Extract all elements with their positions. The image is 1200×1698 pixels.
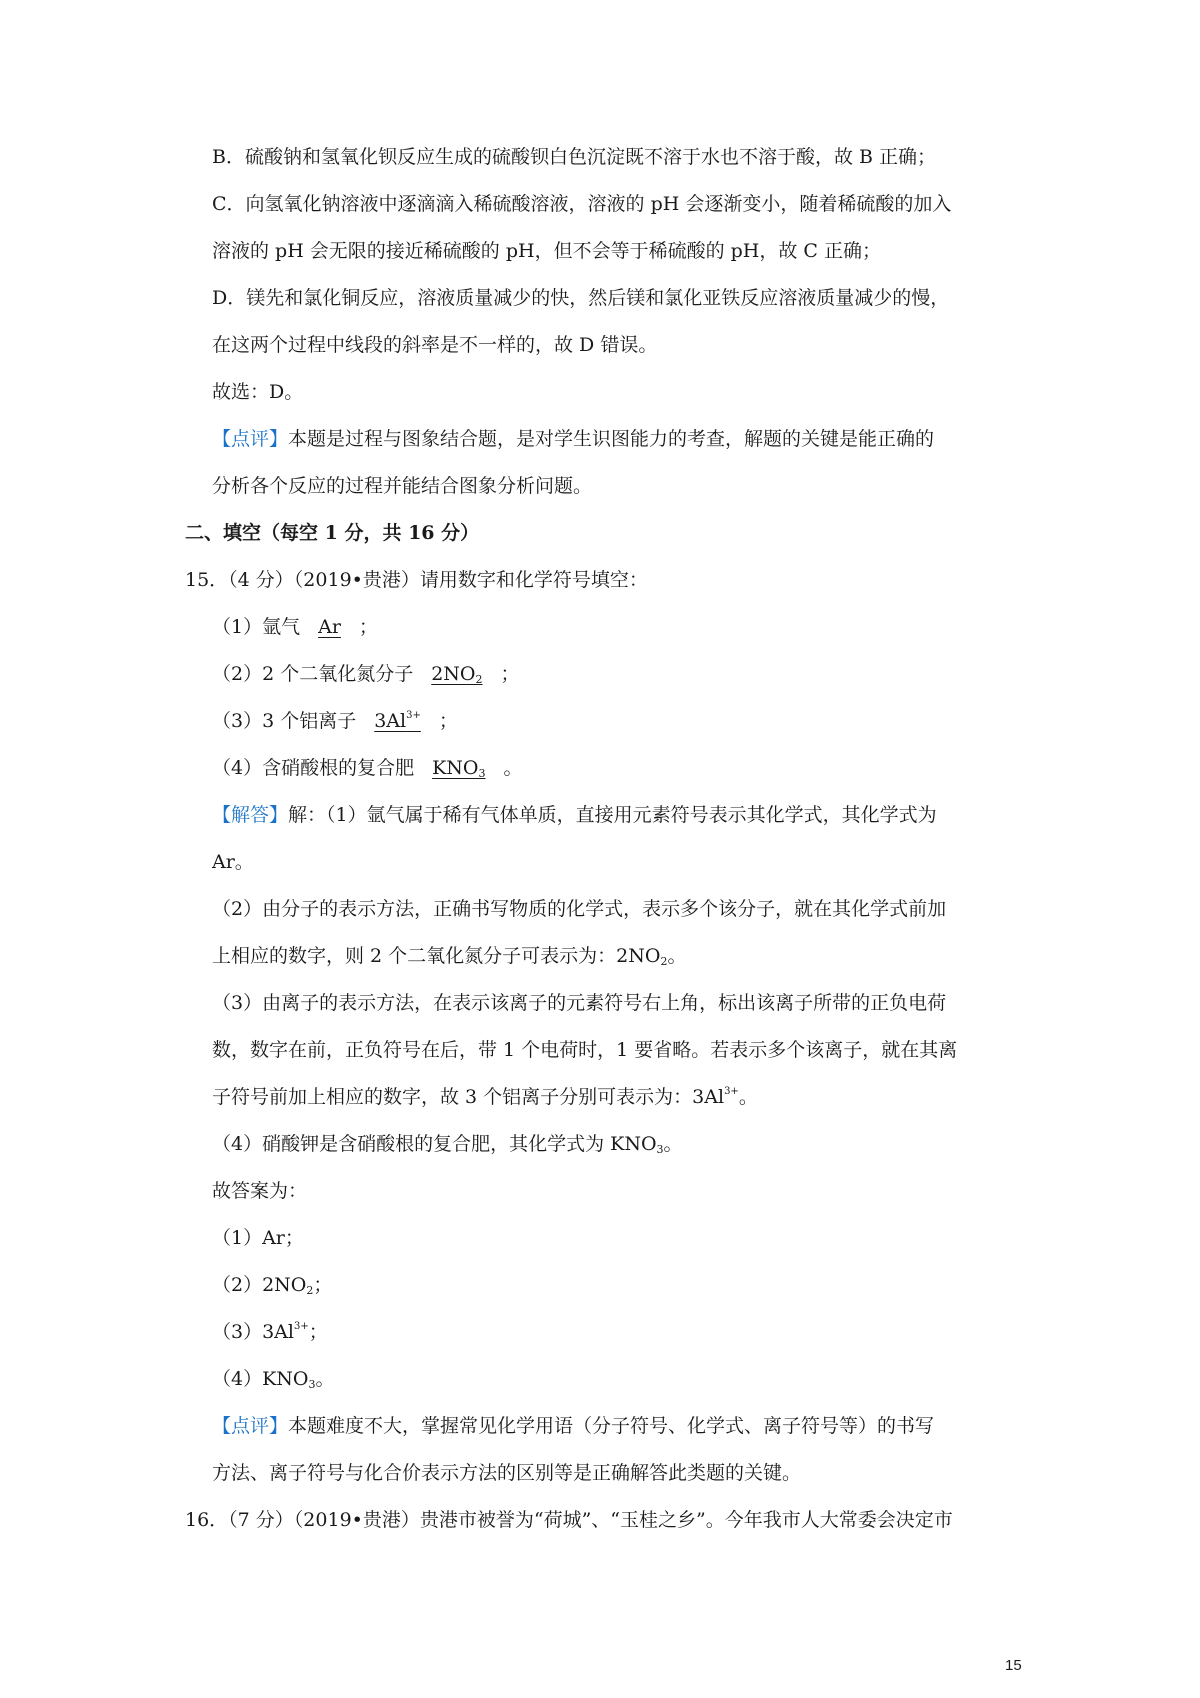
q15-item-3-answer-main: 3Al — [374, 710, 407, 732]
solution-line4 — [212, 942, 686, 970]
q15-item-3-end: ； — [438, 710, 458, 732]
final-answer-3-end: ； — [308, 1321, 328, 1343]
solution-line8-sub: 3 — [656, 1143, 664, 1156]
final-answer-4-sub: 3 — [308, 1378, 316, 1391]
final-answer-2-sub: 2 — [306, 1284, 314, 1297]
solution-line8 — [212, 1130, 683, 1158]
q15-item-1-label: （1）氩气 — [212, 616, 301, 638]
final-answer-2-end: ； — [313, 1274, 333, 1296]
q15-item-4-answer-main: KNO — [432, 757, 479, 779]
final-answer-label: 故答案为： — [212, 1180, 308, 1202]
q15-comment-tag: 【点评】 — [212, 1415, 289, 1437]
q15-item-2-label: （2）2 个二氧化氮分子 — [212, 663, 414, 685]
solution-line8-text: （4）硝酸钾是含硝酸根的复合肥，其化学式为 KNO — [212, 1133, 657, 1155]
section-title: 二、填空（每空 1 分，共 16 分） — [185, 522, 480, 544]
comment-line2: 分析各个反应的过程并能结合图象分析问题。 — [212, 475, 593, 497]
final-answer-2-main: （2）2NO — [212, 1274, 307, 1296]
q15-item-3 — [212, 707, 458, 735]
q15-item-4-answer-sub: 3 — [478, 767, 486, 780]
solution-line4-text: 上相应的数字，则 2 个二氧化氮分子可表示为：2NO — [212, 945, 661, 967]
solution-line7-sup: 3+ — [724, 1086, 739, 1097]
q15-item-1-end: ； — [358, 616, 378, 638]
solution-line7 — [212, 1083, 758, 1111]
solution-line7-end: 。 — [738, 1086, 758, 1108]
question-16-stem: 16．（7 分）（2019•贵港）贵港市被誉为“荷城”、“玉桂之乡”。今年我市人大常委会决定市 — [185, 1509, 953, 1531]
q15-item-2-answer — [413, 663, 500, 685]
solution-line1: 解：（1）氩气属于稀有气体单质，直接用元素符号表示其化学式，其化学式为 — [288, 804, 937, 826]
solution-tag: 【解答】 — [212, 804, 289, 826]
solution-option-b: B．硫酸钠和氢氧化钡反应生成的硫酸钡白色沉淀既不溶于水也不溶于酸，故 B 正确； — [212, 146, 937, 168]
q15-comment-line2: 方法、离子符号与化合价表示方法的区别等是正确解答此类题的关键。 — [212, 1462, 802, 1484]
question-15-stem: 15．（4 分）（2019•贵港）请用数字和化学符号填空： — [185, 569, 648, 591]
final-answer-3-sup: 3+ — [293, 1321, 309, 1332]
q15-item-4-answer — [414, 757, 503, 779]
solution-option-d-line2: 在这两个过程中线段的斜率是不一样的，故 D 错误。 — [212, 334, 658, 356]
q15-item-1-answer: Ar — [318, 616, 341, 638]
comment-text: 本题是过程与图象结合题，是对学生识图能力的考查，解题的关键是能正确的 — [288, 428, 935, 450]
solution-option-c-line1: C．向氢氧化钠溶液中逐滴滴入稀硫酸溶液，溶液的 pH 会逐渐变小，随着稀硫酸的加入 — [212, 193, 952, 215]
q15-item-4-label: （4）含硝酸根的复合肥 — [212, 757, 415, 779]
comment-paragraph — [212, 425, 934, 453]
solution-line6: 数，数字在前，正负符号在后，带 1 个电荷时，1 要省略。若表示多个该离子，就在其离 — [212, 1039, 958, 1061]
q15-item-3-label: （3）3 个铝离子 — [212, 710, 357, 732]
solution-line8-end: 。 — [663, 1133, 683, 1155]
final-answer-1: （1）Ar； — [212, 1227, 304, 1249]
q15-item-3-answer — [356, 710, 439, 732]
solution-line7-text: 子符号前加上相应的数字，故 3 个铝离子分别可表示为：3Al — [212, 1086, 725, 1108]
q15-item-4 — [212, 754, 523, 782]
comment-tag: 【点评】 — [212, 428, 289, 450]
solution-option-d-line1: D．镁先和氯化铜反应，溶液质量减少的快，然后镁和氯化亚铁反应溶液质量减少的慢， — [212, 287, 950, 309]
q15-item-4-end: 。 — [503, 757, 523, 779]
solution-line5: （3）由离子的表示方法，在表示该离子的元素符号右上角，标出该离子所带的正负电荷 — [212, 992, 947, 1014]
q15-comment-paragraph — [212, 1412, 934, 1440]
q15-item-2-end: ； — [500, 663, 520, 685]
final-answer-4-main: （4）KNO — [212, 1368, 309, 1390]
solution-line4-end: 。 — [667, 945, 687, 967]
solution-line3: （2）由分子的表示方法，正确书写物质的化学式，表示多个该分子，就在其化学式前加 — [212, 898, 947, 920]
final-answer-3-main: （3）3Al — [212, 1321, 294, 1343]
page-number: 15 — [1005, 1657, 1022, 1674]
q15-item-3-answer-sup: 3+ — [406, 710, 421, 721]
final-answer-4 — [212, 1365, 335, 1393]
final-answer-2 — [212, 1271, 332, 1299]
solution-line4-sub: 2 — [660, 955, 668, 968]
final-answer-4-end: 。 — [315, 1368, 335, 1390]
q15-item-2-answer-main: 2NO — [431, 663, 476, 685]
final-answer-3 — [212, 1318, 328, 1346]
solution-choice: 故选：D。 — [212, 381, 304, 403]
solution-option-c-line2: 溶液的 pH 会无限的接近稀硫酸的 pH，但不会等于稀硫酸的 pH，故 C 正确； — [212, 240, 881, 262]
q15-item-2 — [212, 660, 520, 688]
solution-paragraph — [212, 801, 937, 829]
q15-comment-text: 本题难度不大，掌握常见化学用语（分子符号、化学式、离子符号等）的书写 — [288, 1415, 935, 1437]
q15-item-1 — [212, 613, 378, 641]
solution-line2: Ar。 — [212, 851, 254, 873]
q15-item-2-answer-sub: 2 — [475, 673, 483, 686]
